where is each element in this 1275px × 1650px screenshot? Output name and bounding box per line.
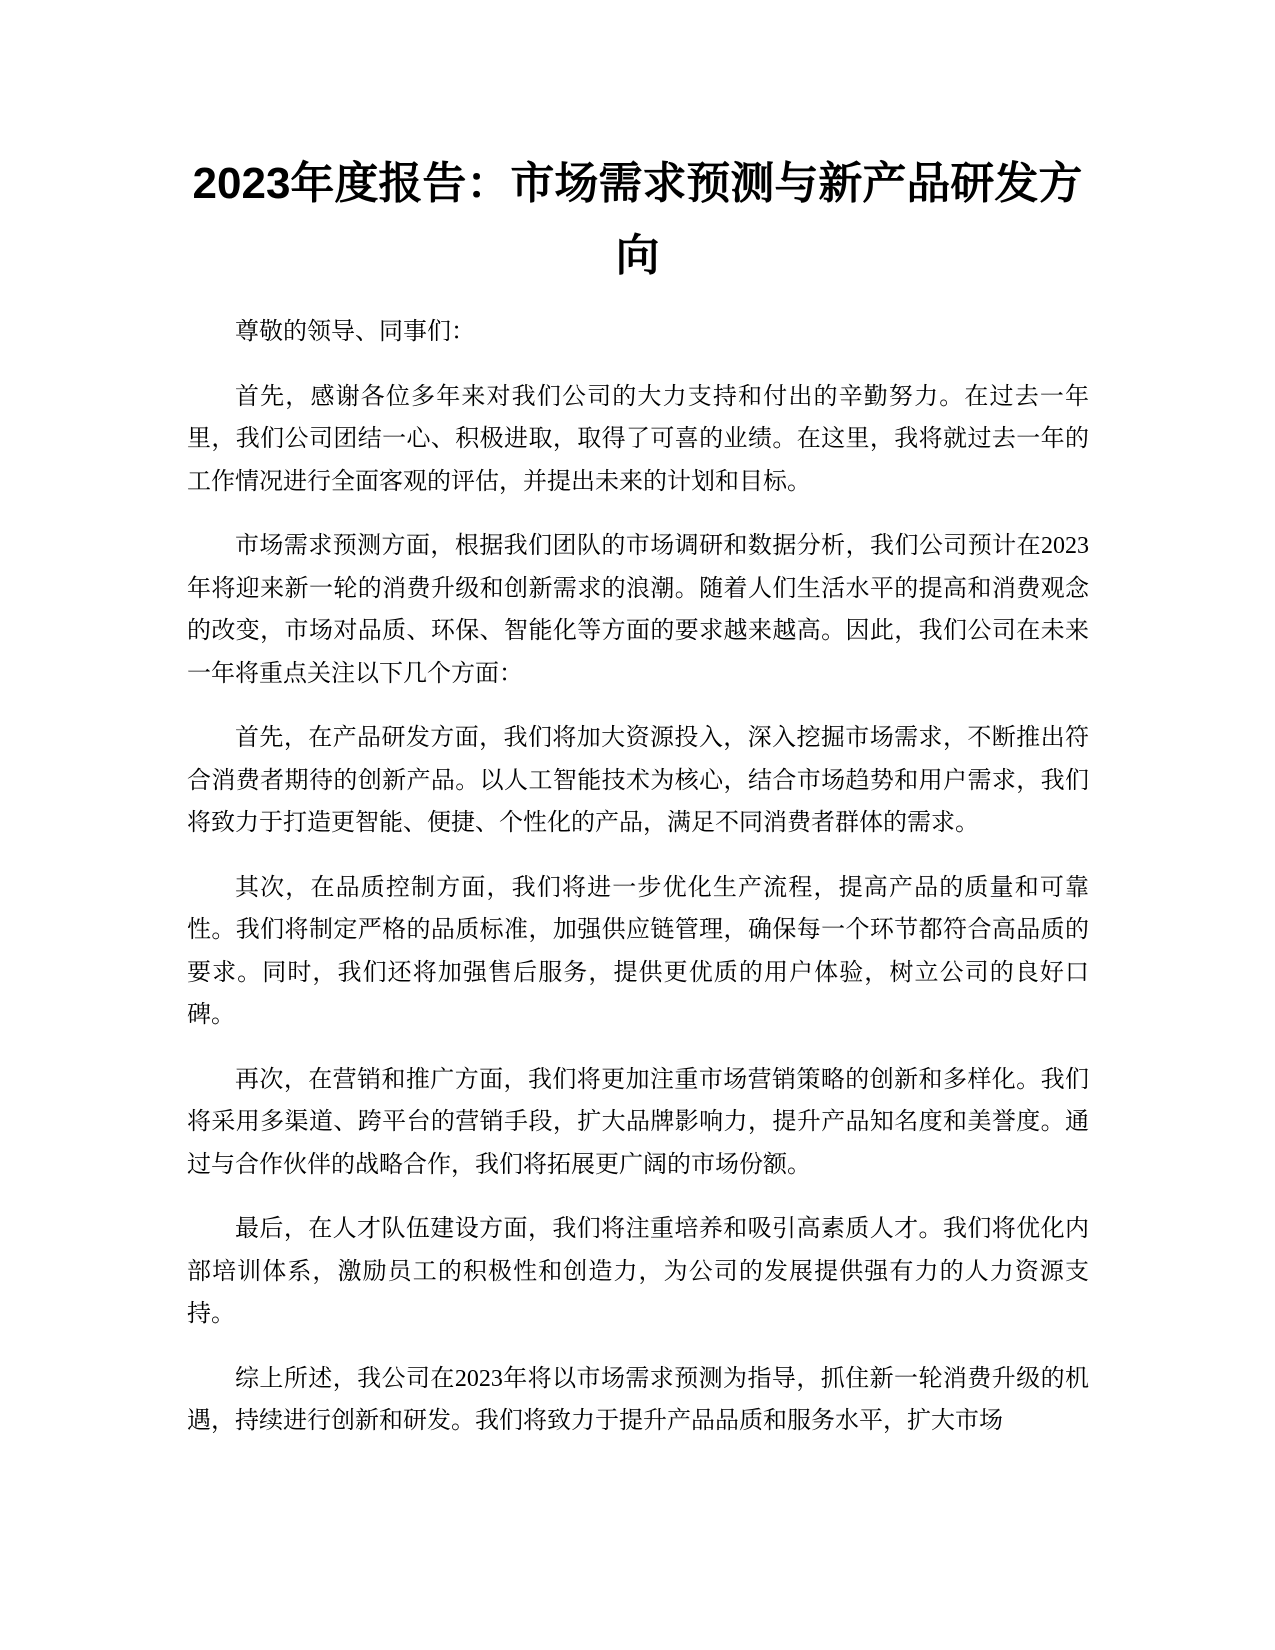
paragraph-talent: 最后，在人才队伍建设方面，我们将注重培养和吸引高素质人才。我们将优化内部培训体系，激励员工的积极性和创造力，为公司的发展提供强有力的人力资源支持。 — [187, 1216, 1089, 1327]
document-body — [187, 311, 1089, 1465]
paragraph-quality-control: 其次，在品质控制方面，我们将进一步优化生产流程，提高产品的质量和可靠性。我们将制定严格的品质标准，加强供应链管理，确保每一个环节都符合高品质的要求。同时，我们还将加强售后服务，提供更优质的用户体验，树立公司的良好口碑。 — [187, 874, 1089, 1028]
paragraph-market-forecast: 市场需求预测方面，根据我们团队的市场调研和数据分析，我们公司预计在2023年将迎来新一轮的消费升级和创新需求的浪潮。随着人们生活水平的提高和消费观念的改变，市场对品质、环保、智能化等方面的要求越来越高。因此，我们公司在未来一年将重点关注以下几个方面： — [187, 533, 1089, 687]
paragraph-marketing: 再次，在营销和推广方面，我们将更加注重市场营销策略的创新和多样化。我们将采用多渠道、跨平台的营销手段，扩大品牌影响力，提升产品知名度和美誉度。通过与合作伙伴的战略合作，我们将拓展更广阔的市场份额。 — [187, 1066, 1089, 1178]
paragraph-product-rd: 首先，在产品研发方面，我们将加大资源投入，深入挖掘市场需求，不断推出符合消费者期待的创新产品。以人工智能技术为核心，结合市场趋势和用户需求，我们将致力于打造更智能、便捷、个性化的产品，满足不同消费者群体的需求。 — [187, 725, 1089, 836]
paragraph-salutation: 尊敬的领导、同事们： — [235, 319, 475, 345]
paragraph-introduction: 首先，感谢各位多年来对我们公司的大力支持和付出的辛勤努力。在过去一年里，我们公司团结一心、积极进取，取得了可喜的业绩。在这里，我将就过去一年的工作情况进行全面客观的评估，并提出未来的计划和目标。 — [187, 383, 1089, 495]
document-title: 2023年度报告：市场需求预测与新产品研发方向 — [192, 159, 1083, 280]
paragraph-summary: 综上所述，我公司在2023年将以市场需求预测为指导，抓住新一轮消费升级的机遇，持续进行创新和研发。我们将致力于提升产品品质和服务水平，扩大市场 — [187, 1365, 1089, 1434]
